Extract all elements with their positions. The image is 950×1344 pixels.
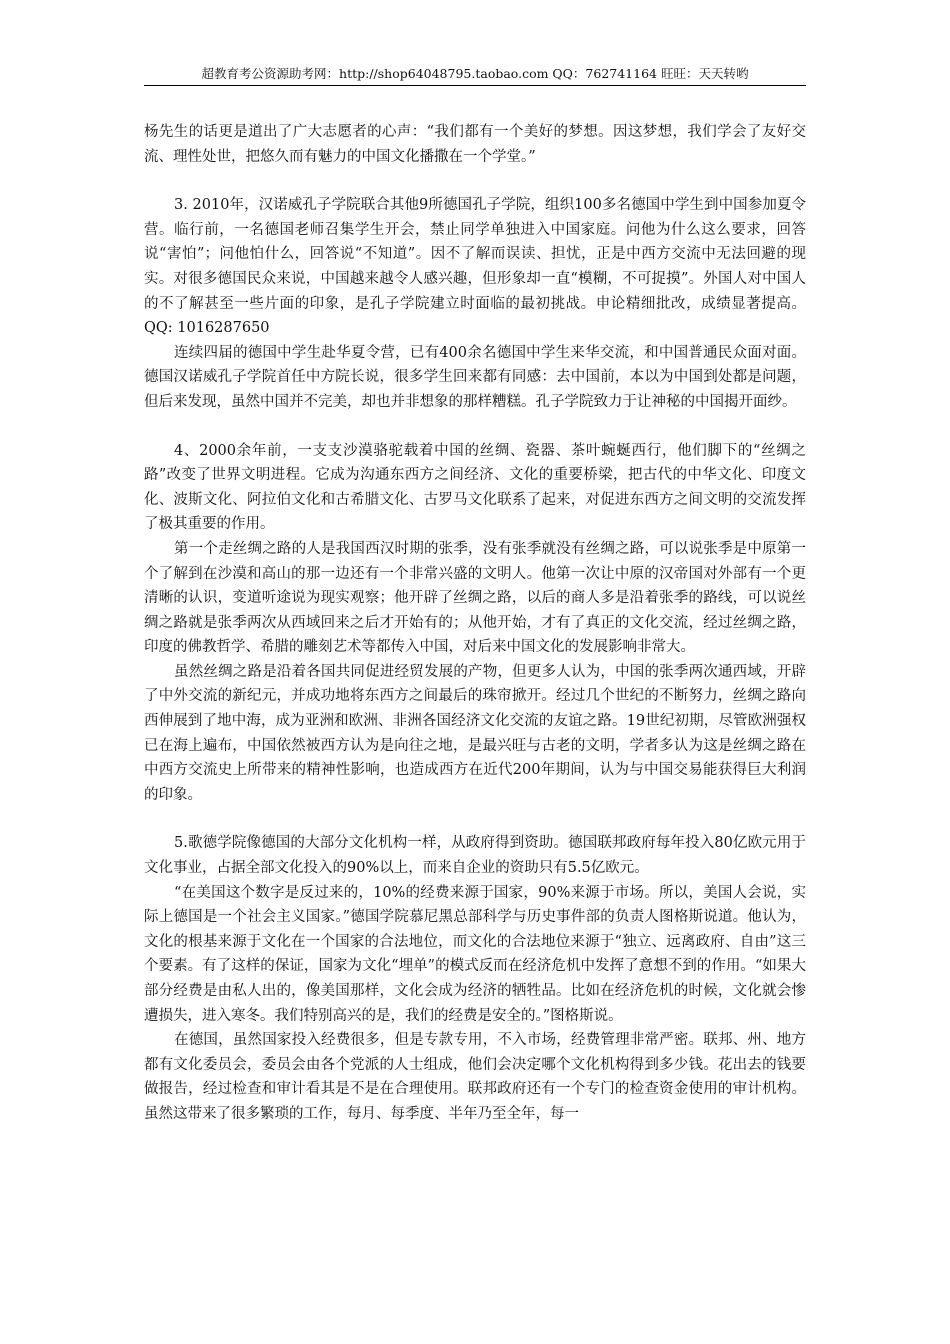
page-header: 超教育考公资源助考网：http://shop64048795.taobao.com QQ：762741164 旺旺：天天转哟 xyxy=(201,66,749,81)
paragraph-zhang-ji: 第一个走丝绸之路的人是我国西汉时期的张季，没有张季就没有丝绸之路，可以说张季是中原第一个了解到在沙漠和高山的那一边还有一个非常兴盛的文明人。他第一次让中原的汉帝国对外部有一个更清晰的认识，变道听途说为现实观察；他开辟了丝绸之路，以后的商人多是沿着张季的路线，可以说丝绸之路就是张季两次从西域回来之后才开始有的；从他开始，才有了真正的文化交流，经过丝绸之路，印度的佛教哲学、希腊的雕刻艺术等都传入中国，对后来中国文化的发展影响非常大。 xyxy=(144,540,806,656)
document-body xyxy=(144,120,806,1127)
paragraph-section-4: 4、2000余年前，一支支沙漠骆驼载着中国的丝绸、瓷器、茶叶蜿蜒西行，他们脚下的“丝绸之路”改变了世界文明进程。它成为沟通东西方之间经济、文化的重要桥梁，把古代的中华文化、印度文化、波斯文化、阿拉伯文化和古希腊文化、古罗马文化联系了起来，对促进东西方之间文明的交流发挥了极其重要的作用。 xyxy=(144,442,806,533)
paragraph-silk-road: 虽然丝绸之路是沿着各国共同促进经贸发展的产物，但更多人认为，中国的张季两次通西域，开辟了中外交流的新纪元，并成功地将东西方之间最后的珠帘掀开。经过几个世纪的不断努力，丝绸之路向西伸展到了地中海，成为亚洲和欧洲、非洲各国经济文化交流的友谊之路。19世纪初期，尽管欧洲强权已在海上遍布，中国依然被西方认为是向往之地，是最兴旺与古老的文明，学者多认为这是丝绸之路在中西方交流史上所带来的精神性影响，也造成西方在近代200年期间，认为与中国交易能获得巨大利润的印象。 xyxy=(144,663,806,803)
paragraph-summer-camp: 连续四届的德国中学生赴华夏令营，已有400余名德国中学生来华交流，和中国普通民众面对面。德国汉诺威孔子学院首任中方院长说，很多学生回来都有同感：去中国前，本以为中国到处都是问题，但后来发现，虽然中国并不完美，却也并非想象的那样糟糕。孔子学院致力于让神秘的中国揭开面纱。 xyxy=(144,344,806,410)
paragraph-funding-quote: “在美国这个数字是反过来的，10%的经费来源于国家，90%来源于市场。所以，美国人会说，实际上德国是一个社会主义国家。”德国学院慕尼黑总部科学与历史事件部的负责人图格斯说道。他认为，文化的根基来源于文化在一个国家的合法地位，而文化的合法地位来源于“独立、远离政府、自由”这三个要素。有了这样的保证，国家为文化“埋单”的模式反而在经济危机中发挥了意想不到的作用。“如果大部分经费是由私人出的，像美国那样，文化会成为经济的牺牲品。比如在经济危机的时候，文化就会惨遭损失，进入寒冬。我们特别高兴的是，我们的经费是安全的。”图格斯说。 xyxy=(144,884,806,1024)
paragraph-volunteers-quote: 杨先生的话更是道出了广大志愿者的心声：“我们都有一个美好的梦想。因这梦想，我们学会了友好交流、理性处世，把悠久而有魅力的中国文化播撒在一个学堂。” xyxy=(144,124,806,165)
paragraph-section-3: 3. 2010年，汉诺威孔子学院联合其他9所德国孔子学院，组织100多名德国中学生到中国参加夏令营。临行前，一名德国老师召集学生开会，禁止同学单独进入中国家庭。问他为什么这么要求，回答说“害怕”；问他怕什么，回答说“不知道”。因不了解而误读、担忧，正是中西方交流中无法回避的现实。对很多德国民众来说，中国越来越令人感兴趣，但形象却一直“模糊，不可捉摸”。外国人对中国人的不了解甚至一些片面的印象，是孔子学院建立时面临的最初挑战。申论精细批改，成绩显著提高。QQ: 1016287650 xyxy=(144,197,806,337)
header-rule xyxy=(144,85,806,86)
paragraph-funding-management: 在德国，虽然国家投入经费很多，但是专款专用，不入市场，经费管理非常严密。联邦、州、地方都有文化委员会，委员会由各个党派的人士组成，他们会决定哪个文化机构得到多少钱。花出去的钱要做报告，经过检查和审计看其是不是在合理使用。联邦政府还有一个专门的检查资金使用的审计机构。虽然这带来了很多繁琐的工作，每月、每季度、半年乃至全年，每一 xyxy=(144,1032,806,1122)
paragraph-section-5: 5.歌德学院像德国的大部分文化机构一样，从政府得到资助。德国联邦政府每年投入80亿欧元用于文化事业，占据全部文化投入的90%以上，而来自企业的资助只有5.5亿欧元。 xyxy=(144,835,806,877)
